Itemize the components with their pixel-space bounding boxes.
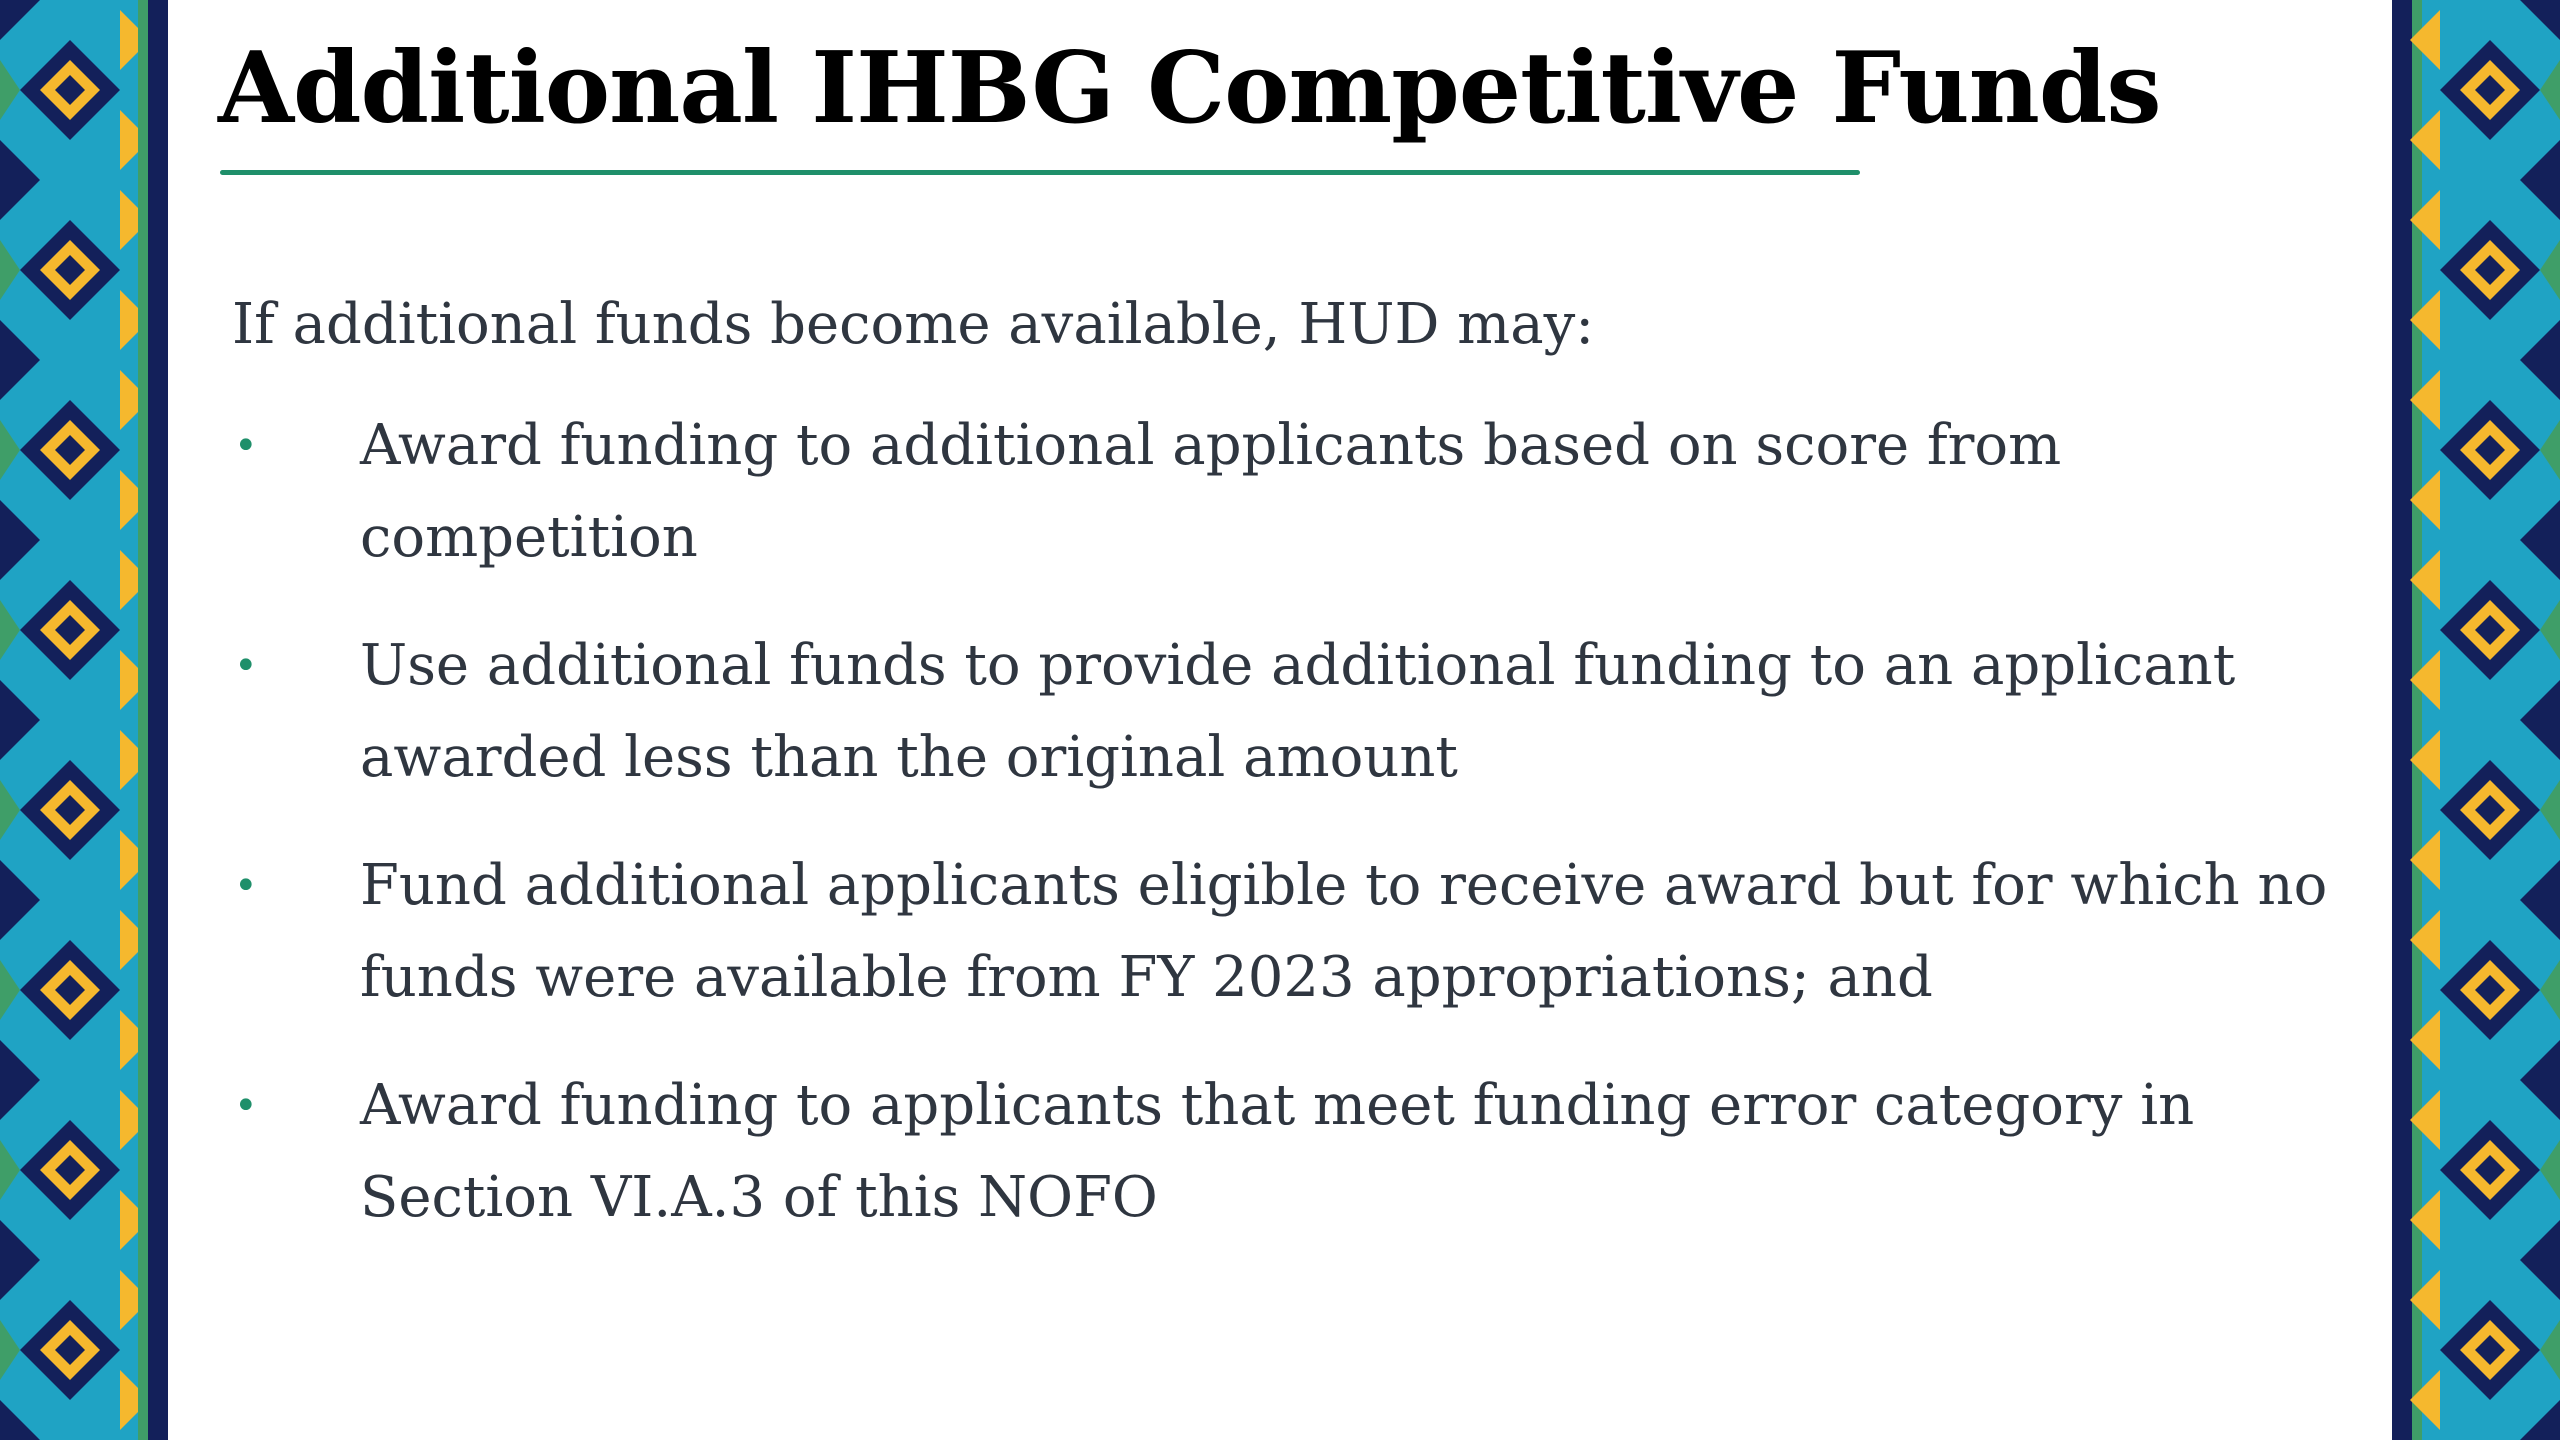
bullet-list (232, 400, 2332, 1280)
bullet-text: Fund additional applicants eligible to receive award but for which no funds were available from FY 2023 appropriations; and (360, 853, 2328, 1010)
bullet-item (232, 840, 2332, 1024)
bullet-text: Use additional funds to provide additional funding to an applicant awarded less than the original amount (360, 633, 2236, 790)
intro-text: If additional funds become available, HUD may: (232, 292, 1595, 357)
bullet-text: Award funding to additional applicants based on score from competition (360, 413, 2062, 570)
right-decorative-border (2392, 0, 2560, 1440)
bullet-dot-icon: • (234, 643, 258, 689)
bullet-dot-icon: • (234, 423, 258, 469)
bullet-item (232, 620, 2332, 804)
bullet-text: Award funding to applicants that meet funding error category in Section VI.A.3 of this NOFO (360, 1073, 2195, 1230)
title-underline (220, 170, 1860, 175)
slide-title: Additional IHBG Competitive Funds (218, 31, 2161, 146)
bullet-item (232, 1060, 2332, 1244)
bullet-dot-icon: • (234, 1083, 258, 1129)
bullet-item (232, 400, 2332, 584)
bullet-dot-icon: • (234, 863, 258, 909)
left-decorative-border (0, 0, 168, 1440)
